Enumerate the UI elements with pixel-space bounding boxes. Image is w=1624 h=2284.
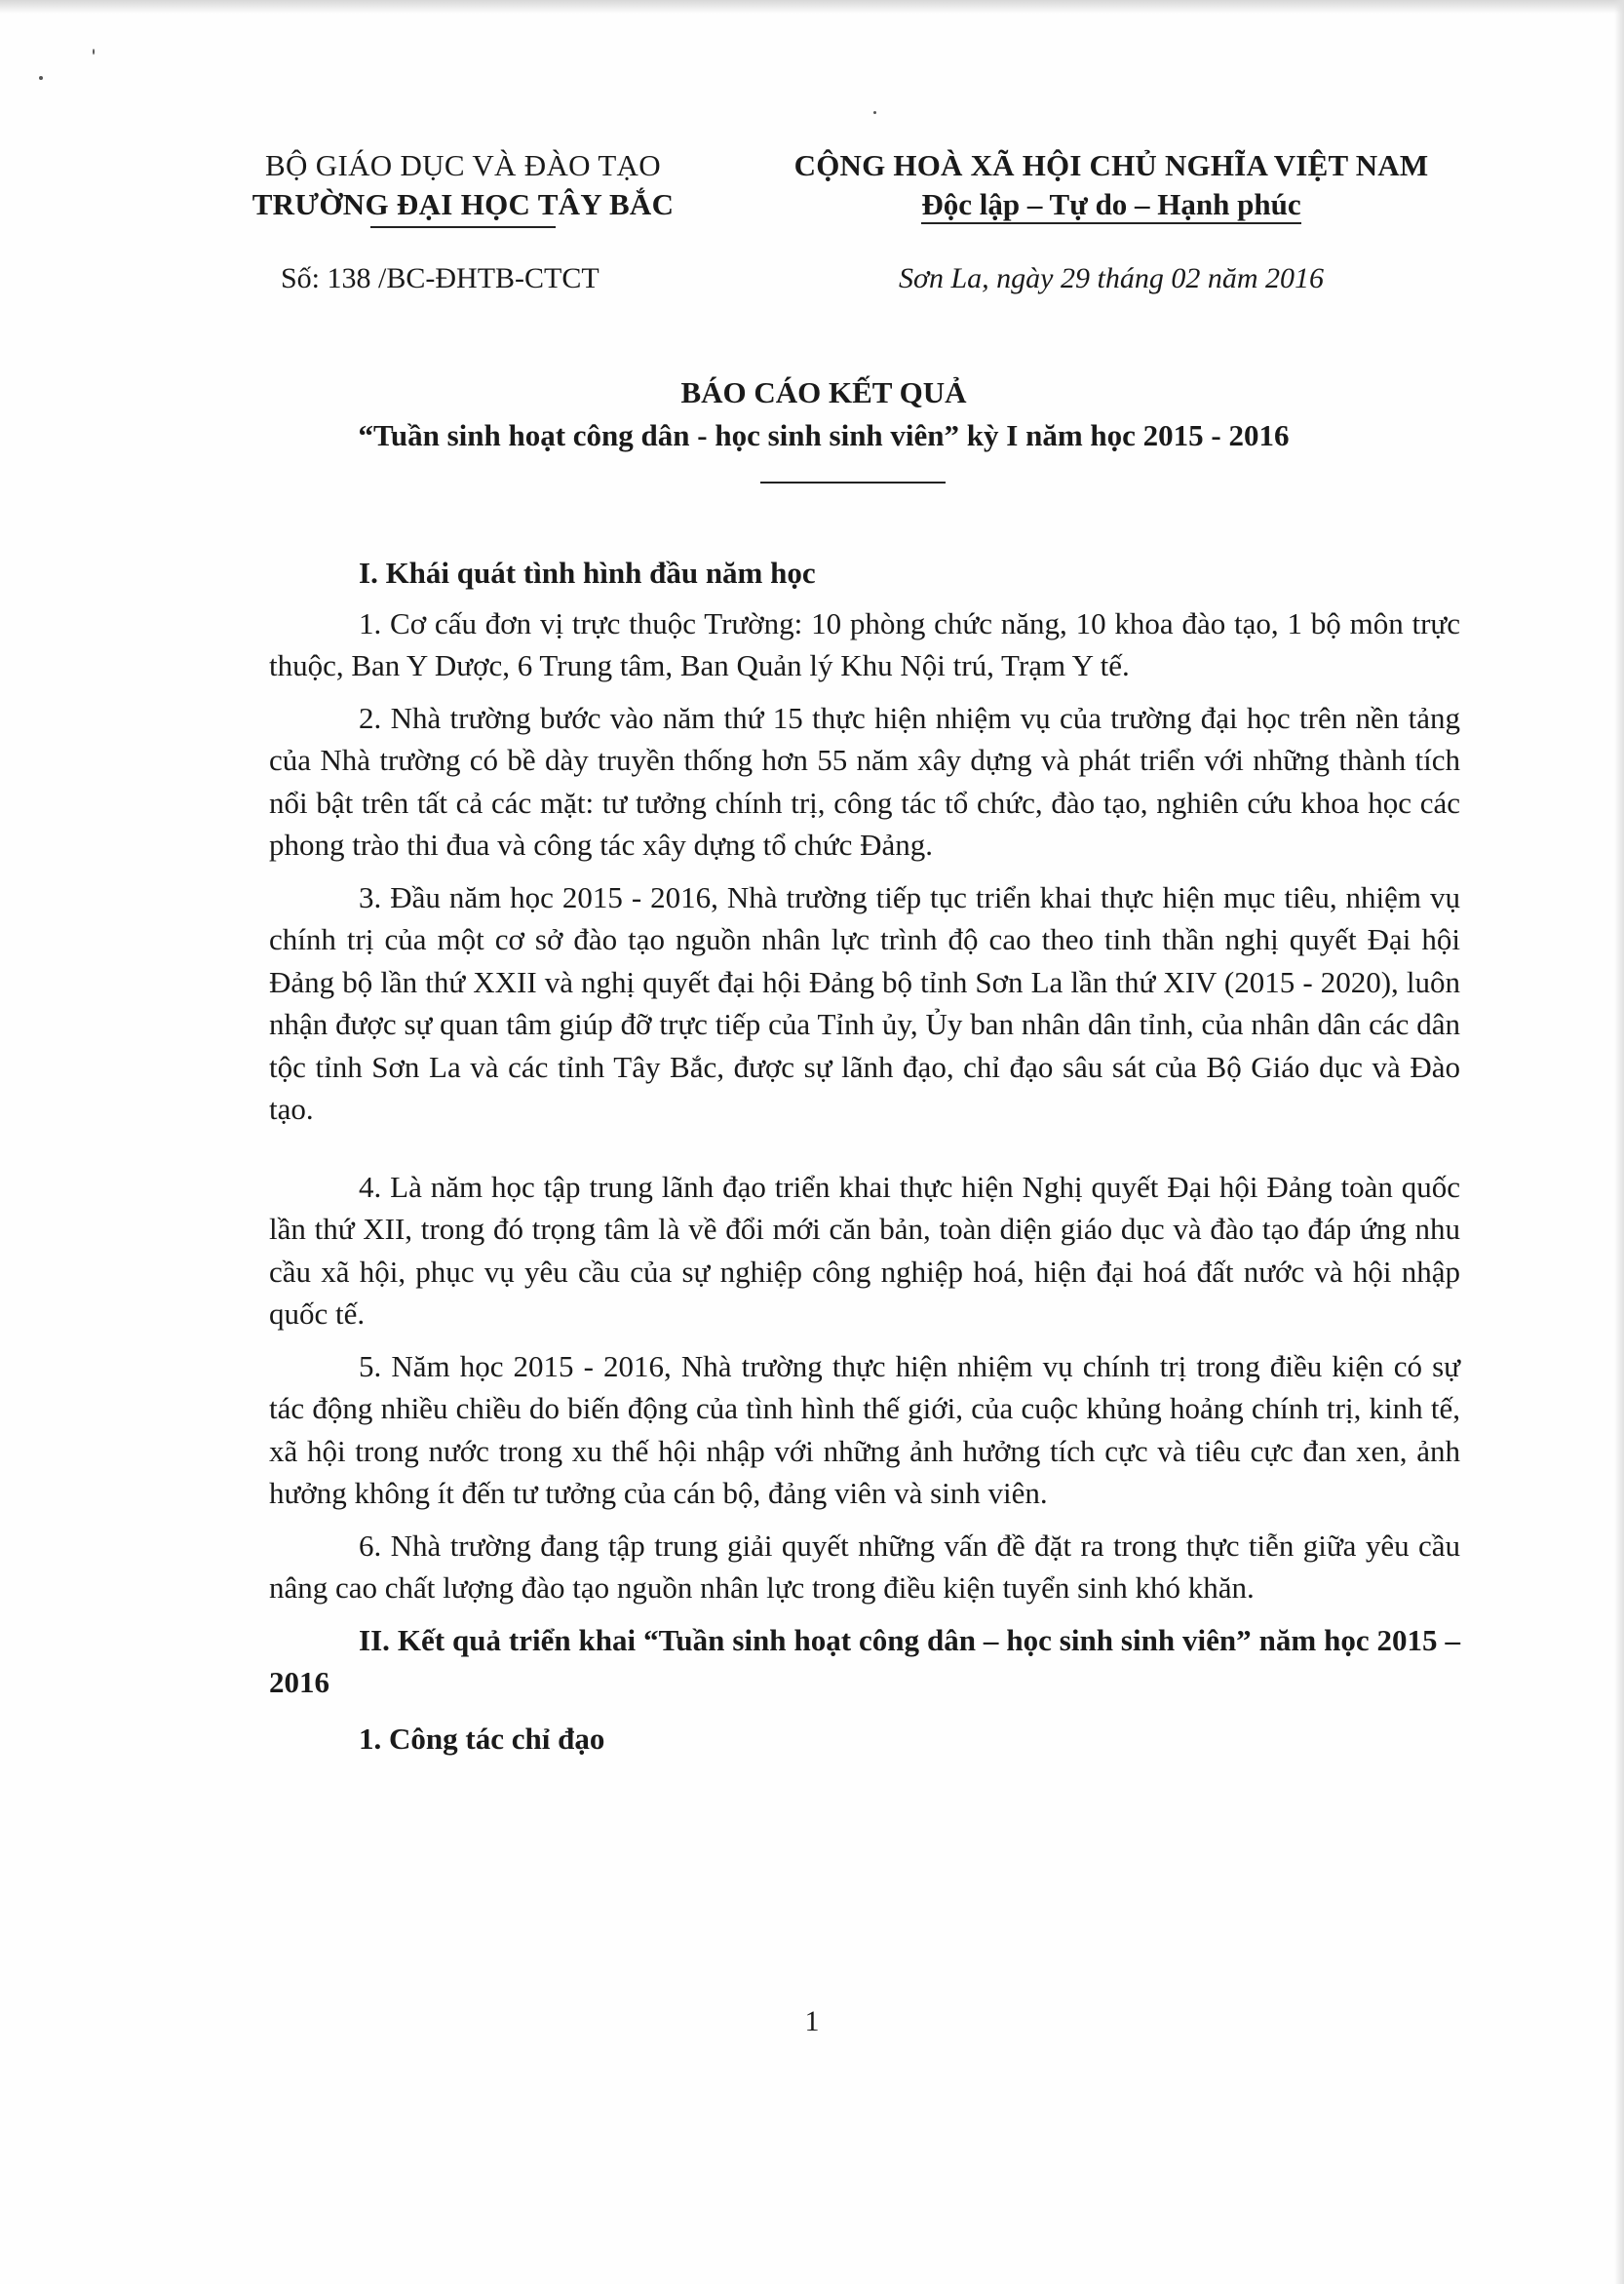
document-title: BÁO CÁO KẾT QUẢ (680, 375, 967, 409)
scan-speck (39, 76, 43, 80)
title-underline (760, 482, 946, 484)
paragraph: 6. Nhà trường đang tập trung giải quyết những vấn đề đặt ra trong thực tiễn giữa yêu cầu nâng cao chất lượng đào tạo nguồn nhân lực trong điều kiện tuyển sinh khó khăn. (269, 1528, 1460, 1605)
paragraph: 3. Đầu năm học 2015 - 2016, Nhà trường tiếp tục triển khai thực hiện mục tiêu, nhiệm vụ chính trị của một cơ sở đào tạo nguồn nhân lực trình độ cao theo tinh thần nghị quyết Đại hội Đảng bộ lần thứ XXII và nghị quyết đại hội Đảng bộ tỉnh Sơn La lần thứ XIV (2015 - 2020), luôn nhận được sự quan tâm giúp đỡ trực tiếp của Tỉnh ủy, Ủy ban nhân dân tỉnh, của nhân dân các dân tộc tỉnh Sơn La và các tỉnh Tây Bắc, được sự lãnh đạo, chỉ đạo sâu sát của Bộ Giáo dục và Đào tạo. (269, 879, 1460, 1126)
issuer-underline (370, 226, 556, 228)
section-heading: II. Kết quả triển khai “Tuần sinh hoạt công dân – học sinh sinh viên” năm học 2015 – 2016 (269, 1622, 1460, 1699)
paragraph: 1. Cơ cấu đơn vị trực thuộc Trường: 10 phòng chức năng, 10 khoa đào tạo, 1 bộ môn trực thuộc, Ban Y Dược, 6 Trung tâm, Ban Quản lý Khu Nội trú, Trạm Y tế. (269, 605, 1460, 682)
issuer-block (224, 146, 702, 228)
scan-edge-top (0, 0, 1624, 14)
scan-edge-right (1614, 0, 1624, 2284)
republic-name: CỘNG HOÀ XÃ HỘI CHỦ NGHĨA VIỆT NAM (793, 148, 1429, 182)
subsection-heading: 1. Công tác chỉ đạo (359, 1721, 605, 1756)
school-name: TRƯỜNG ĐẠI HỌC TÂY BẮC (251, 187, 675, 221)
document-number: Số: 138 /BC-ĐHTB-CTCT (281, 262, 599, 294)
scan-speck (873, 111, 876, 114)
ministry-name: BỘ GIÁO DỤC VÀ ĐÀO TẠO (265, 148, 661, 182)
national-header (751, 146, 1472, 224)
paragraph: 5. Năm học 2015 - 2016, Nhà trường thực hiện nhiệm vụ chính trị trong điều kiện có sự tác động nhiều chiều do biến động của tình hình thế giới, của cuộc khủng hoảng chính trị, kinh tế, xã hội trong nước trong xu thế hội nhập với những ảnh hưởng tích cực và tiêu cực đan xen, ảnh hưởng không ít đến tư tưởng của cán bộ, đảng viên và sinh viên. (269, 1348, 1460, 1510)
paragraph: 4. Là năm học tập trung lãnh đạo triển khai thực hiện Nghị quyết Đại hội Đảng toàn quốc lần thứ XII, trong đó trọng tâm là về đổi mới căn bản, toàn diện giáo dục và đào tạo đáp ứng nhu cầu xã hội, phục vụ yêu cầu của sự nghiệp công nghiệp hoá, hiện đại hoá đất nước và hội nhập quốc tế. (269, 1169, 1460, 1331)
document-subtitle: “Tuần sinh hoạt công dân - học sinh sinh viên” kỳ I năm học 2015 - 2016 (358, 418, 1290, 452)
page-number: 1 (804, 2005, 820, 2037)
national-motto (751, 185, 1472, 224)
paragraph: 2. Nhà trường bước vào năm thứ 15 thực hiện nhiệm vụ của trường đại học trên nền tảng của Nhà trường có bề dày truyền thống hơn 55 năm xây dựng và phát triển với những thành tích nổi bật trên tất cả các mặt: tư tưởng chính trị, công tác tổ chức, đào tạo, nghiên cứu khoa học các phong trào thi đua và công tác xây dựng tổ chức Đảng. (269, 700, 1460, 862)
place-date: Sơn La, ngày 29 tháng 02 năm 2016 (898, 262, 1324, 294)
motto-text: Độc lập – Tự do – Hạnh phúc (921, 187, 1300, 224)
document-body (269, 552, 1460, 1760)
scan-speck (93, 49, 95, 55)
section-heading: I. Khái quát tình hình đầu năm học (359, 556, 816, 590)
